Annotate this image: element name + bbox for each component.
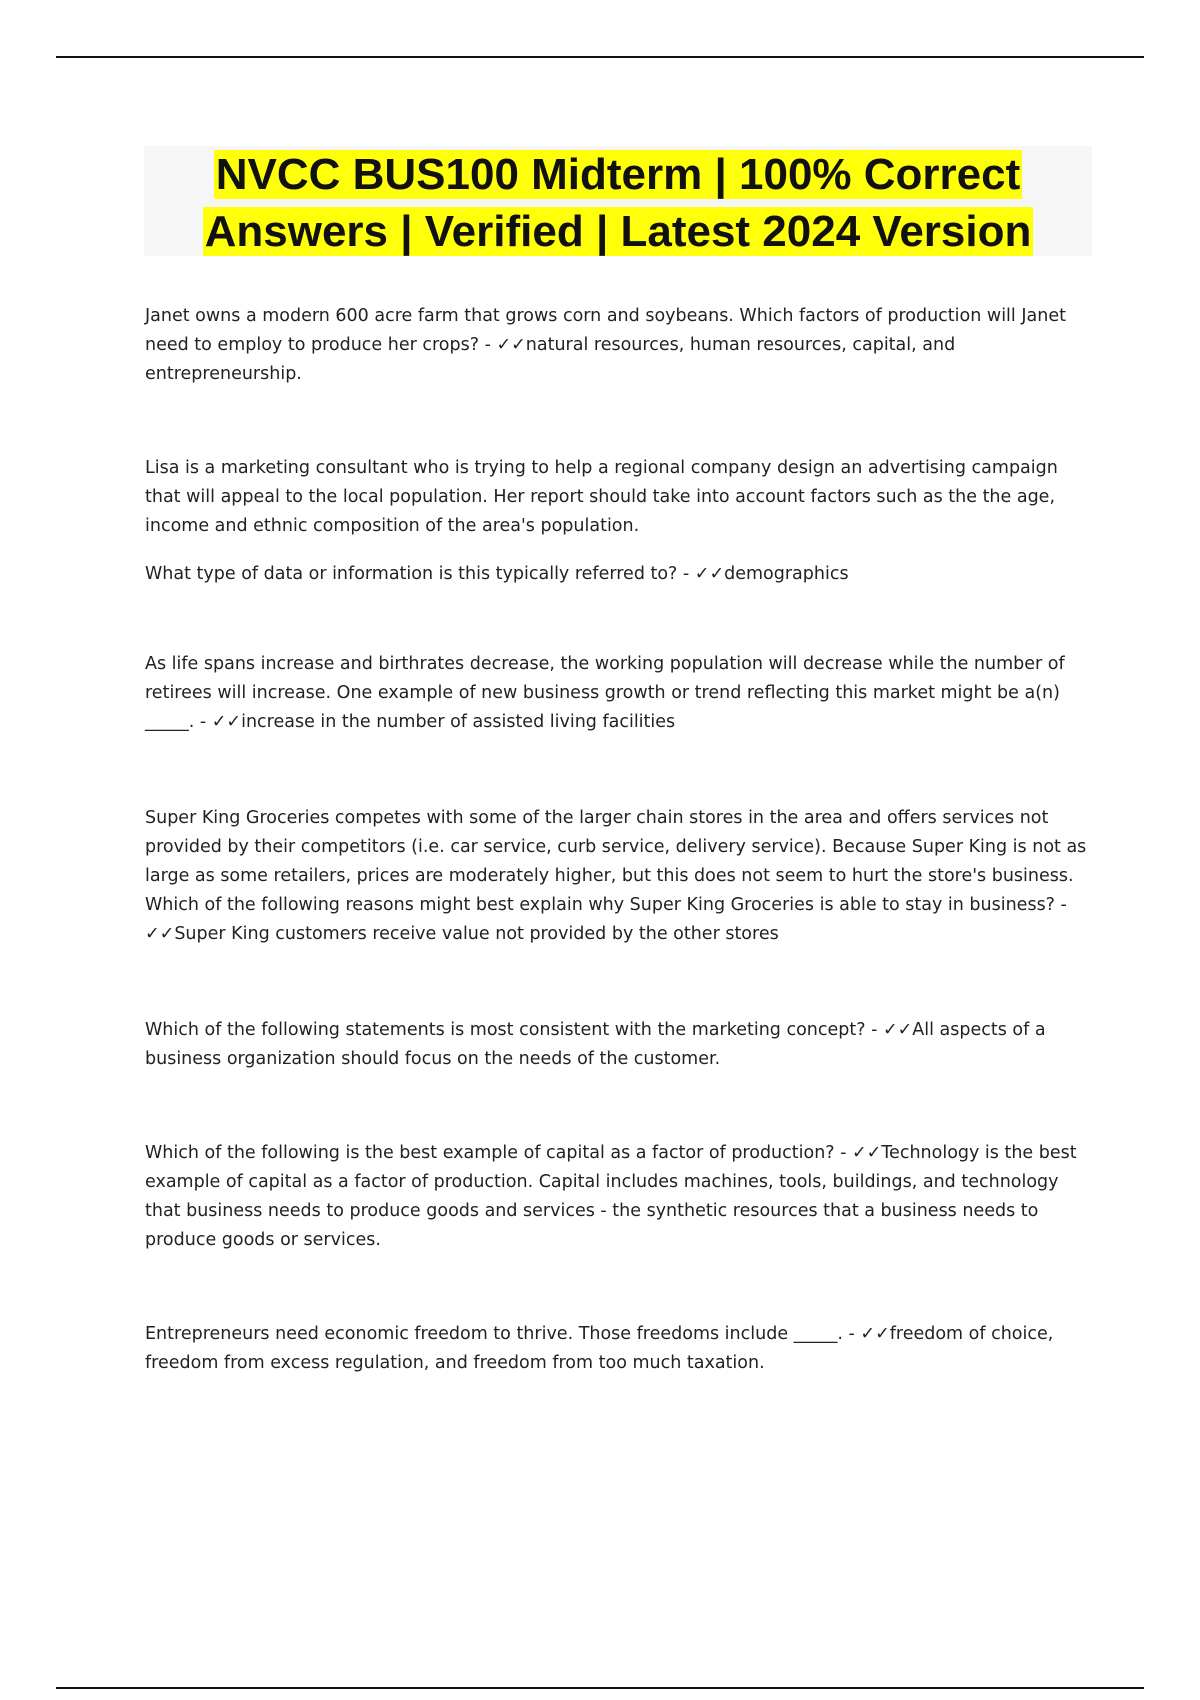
check-icon: ✓✓ <box>694 564 725 584</box>
title-line-2: Answers | Verified | Latest 2024 Version <box>204 207 1032 256</box>
qa-item-2 <box>145 454 1090 541</box>
question-text: Entrepreneurs need economic freedom to thrive. Those freedoms include _____. - <box>145 1324 861 1344</box>
question-text: Which of the following statements is most consistent with the marketing concept? - <box>145 1020 883 1040</box>
check-icon: ✓✓ <box>860 1324 890 1344</box>
qa-item-7 <box>145 1139 1090 1255</box>
question-text: Lisa is a marketing consultant who is trying to help a regional company design an advertising campaign that will appeal to the local population. Her report should take into account factors such as the the age, income and ethnic composition of the area's population. <box>145 458 1058 536</box>
check-icon: ✓✓ <box>882 1020 913 1040</box>
question-text: As life spans increase and birthrates decrease, the working population will decrease while the number of retirees will increase. One example of new business growth or trend reflecting this market might be a(n) _____. - <box>145 654 1065 732</box>
qa-item-4 <box>145 650 1090 737</box>
qa-item-5 <box>145 804 1090 949</box>
check-icon: ✓✓ <box>496 335 526 355</box>
bottom-rule <box>56 1687 1144 1689</box>
answer-text: All aspects of a business organization should focus on the needs of the customer. <box>145 1020 1046 1069</box>
question-text: Which of the following is the best example of capital as a factor of production? - <box>145 1143 853 1163</box>
answer-text: increase in the number of assisted living facilities <box>241 712 676 732</box>
question-text: Janet owns a modern 600 acre farm that grows corn and soybeans. Which factors of production will Janet need to employ to produce her crops? - <box>145 306 1066 355</box>
answer-text: natural resources, human resources, capital, and entrepreneurship. <box>145 335 956 384</box>
answer-text: Super King customers receive value not provided by the other stores <box>174 924 779 944</box>
question-text: What type of data or information is this typically referred to? - <box>145 564 695 584</box>
title-block <box>144 146 1092 256</box>
title-line-1: NVCC BUS100 Midterm | 100% Correct <box>215 150 1021 199</box>
check-icon: ✓✓ <box>211 712 242 732</box>
qa-item-8 <box>145 1320 1090 1378</box>
question-text: Super King Groceries competes with some of the larger chain stores in the area and offers services not provided by their competitors (i.e. car service, curb service, delivery service). Because Super King is not as large as some retailers, prices are moderately higher, but this does not seem to hurt the store's business. Which of the following reasons might best explain why Super King Groceries is able to stay in business? - <box>145 808 1087 915</box>
qa-item-6 <box>145 1016 1090 1074</box>
top-rule <box>56 56 1144 58</box>
answer-text: demographics <box>724 564 849 584</box>
qa-item-3 <box>145 560 1090 589</box>
answer-text: Technology is the best example of capital as a factor of production. Capital includes machines, tools, buildings, and technology that business needs to produce goods and services - the synthetic resources that a business needs to produce goods or services. <box>145 1143 1077 1250</box>
qa-item-1 <box>145 302 1090 389</box>
page-title <box>144 146 1092 260</box>
answer-text: freedom of choice, freedom from excess regulation, and freedom from too much taxation. <box>145 1324 1054 1373</box>
check-icon: ✓✓ <box>852 1143 882 1163</box>
check-icon: ✓✓ <box>145 924 175 944</box>
